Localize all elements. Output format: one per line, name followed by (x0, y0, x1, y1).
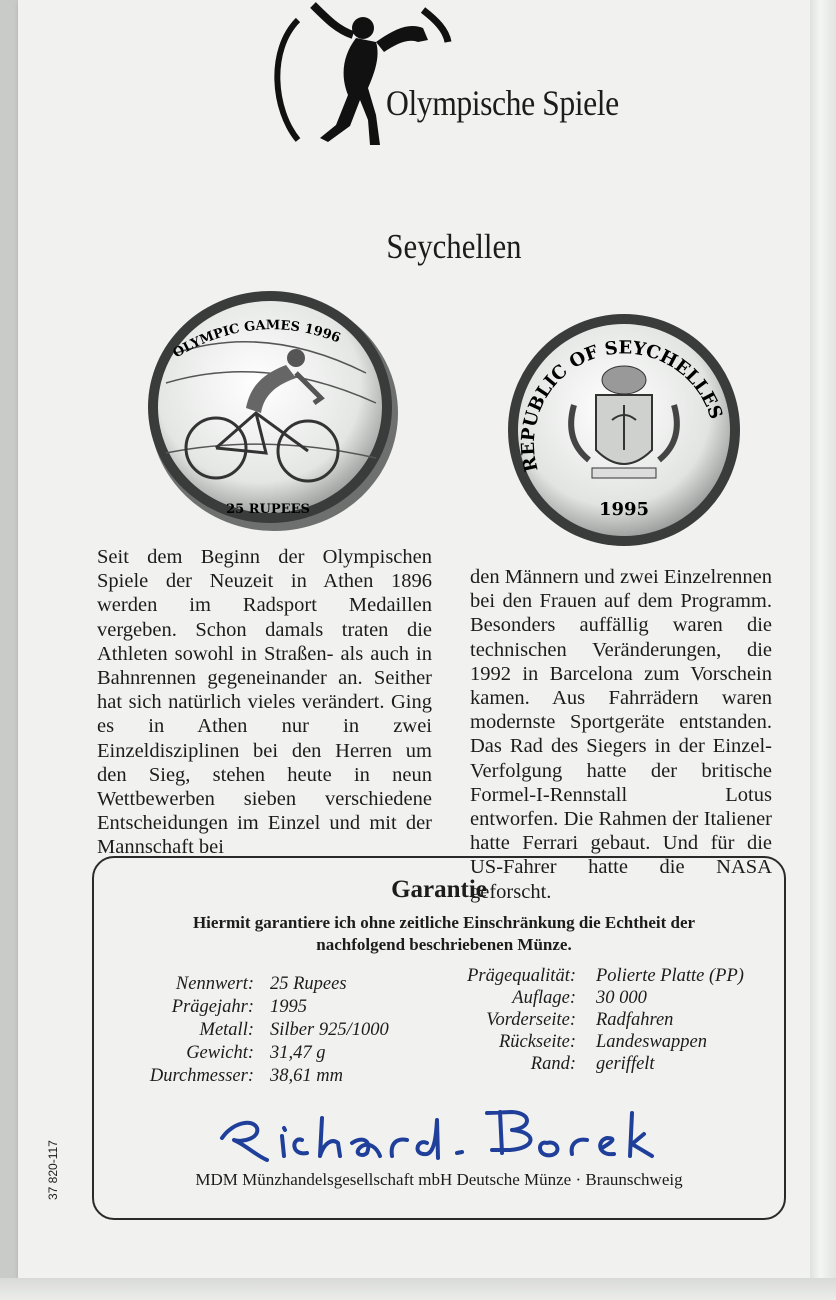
spec-label: Metall: (199, 1020, 254, 1040)
coin-front-inscription: OLYMPIC GAMES 1996 (170, 318, 343, 362)
paragraph: Seit dem Beginn der Olympischen Spiele der Neuzeit in Athen 1896 werden im Radsport Medaillen vergeben. Schon damals traten die Athleten sowohl in Straßen- als auch in Bahnrennen gegeneinander an. Seither hat sich natürlich vieles verändert. Ging es in Athen nur in zwei Einzeldisziplinen bei den Herren um den Sieg, stehen heute in neun Wettbewerben sieben verschiedene Entscheidungen im Einzel und mit der Mannschaft bei (97, 546, 432, 859)
country-title: Seychellen (386, 227, 522, 266)
certificate-card (18, 0, 810, 1278)
spec-label: Vorderseite: (486, 1010, 576, 1030)
coat-of-arms-coin-icon (504, 310, 744, 550)
card-edge (810, 0, 836, 1300)
spec-value: 38,61 mm (270, 1066, 343, 1086)
cyclist-coin-icon (136, 283, 400, 533)
paragraph: den Männern und zwei Einzelrennen bei den Frauen auf dem Programm. Besonders auffällig waren die technischen Veränderungen, die 1992 in Barcelona zum Vorschein kamen. Aus Fahrrädern waren modernste Sportgeräte entstanden. Das Rad des Siegers in der Einzel-Verfolgung hatte der britische Formel-I-Rennstall Lotus entworfen. Die Rahmen der Italiener hatte Ferrari gebaut. Und für die US-Fahrer hatte die NASA geforscht. (470, 566, 772, 903)
coin-back-year: 1995 (598, 499, 650, 520)
coin-back-inscription: REPUBLIC OF SEYCHELLES (517, 337, 727, 474)
spec-value: Silber 925/1000 (270, 1020, 389, 1040)
spec-label: Durchmesser: (149, 1066, 254, 1086)
spec-value: 25 Rupees (270, 974, 347, 994)
spec-label: Nennwert: (175, 974, 254, 994)
spec-value: Polierte Platte (PP) (596, 966, 744, 986)
guarantee-intro: Hiermit garantiere ich ohne zeitliche Einschränkung die Echtheit der nachfolgend beschriebenen Münze. (192, 913, 696, 954)
article-text-left (97, 545, 432, 860)
signature (212, 1098, 682, 1168)
spec-label: Prägejahr: (171, 997, 254, 1017)
reference-code: 37 820-117 (46, 1140, 60, 1200)
spec-label: Rückseite: (498, 1032, 576, 1052)
spec-value: 30 000 (596, 988, 647, 1008)
company-name: MDM Münzhandelsgesellschaft mbH Deutsche Münze · Braunschweig (195, 1170, 683, 1189)
discus-thrower-icon (258, 0, 468, 150)
bottom-edge (0, 1278, 836, 1300)
header-title: Olympische Spiele (386, 83, 619, 123)
spec-value: Radfahren (596, 1010, 674, 1030)
article-text-right (470, 565, 772, 904)
spec-label: Gewicht: (186, 1043, 254, 1063)
spec-value: 1995 (270, 997, 307, 1017)
guarantee-box (92, 856, 786, 1220)
spec-label: Prägequalität: (467, 966, 576, 986)
coin-front-denomination: 25 RUPEES (226, 502, 310, 517)
spec-value: Landeswappen (596, 1032, 707, 1052)
guarantee-title: Garantie (391, 876, 487, 903)
spec-label: Auflage: (512, 988, 576, 1008)
spec-label: Rand: (530, 1054, 576, 1074)
spec-value: geriffelt (596, 1054, 655, 1074)
spec-value: 31,47 g (270, 1043, 326, 1063)
